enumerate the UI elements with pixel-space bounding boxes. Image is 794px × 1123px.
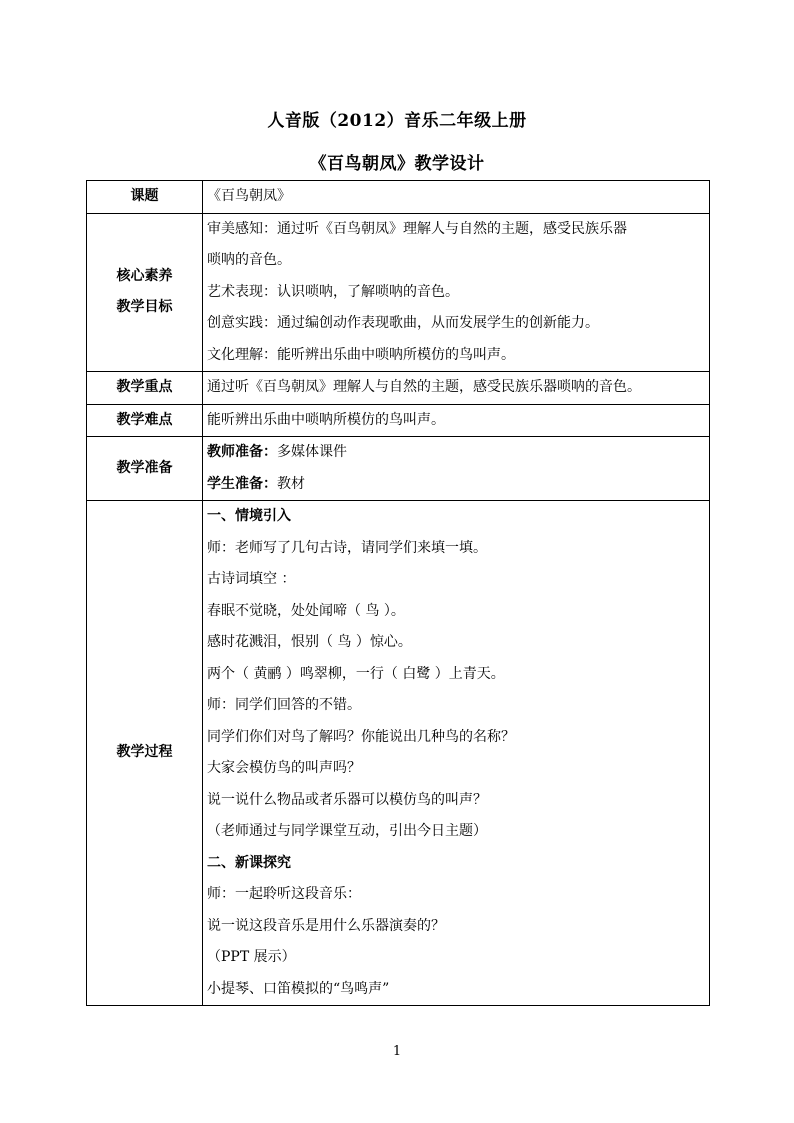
objectives-label bbox=[87, 213, 203, 372]
topic-value-cell bbox=[203, 181, 710, 214]
process-line: 师：同学们回答的不错。 bbox=[207, 697, 361, 713]
process-line: 感时花溅泪，恨别（ 鸟 ）惊心。 bbox=[207, 634, 412, 650]
topic-label: 课题 bbox=[87, 181, 203, 214]
process-line: 师：一起聆听这段音乐： bbox=[207, 886, 361, 902]
student-preparation bbox=[207, 469, 705, 501]
section1-heading: 一、情境引入 bbox=[207, 508, 291, 524]
objective-line: 创意实践：通过编创动作表现歌曲，从而发展学生的创新能力。 bbox=[207, 315, 599, 331]
row-process bbox=[87, 501, 710, 1006]
preparation-cell bbox=[203, 437, 710, 501]
lesson-plan-table bbox=[86, 180, 710, 1006]
objective-line: 审美感知：通过听《百鸟朝凤》理解人与自然的主题，感受民族乐器 bbox=[207, 220, 627, 237]
student-preparation-value: 教材 bbox=[277, 475, 305, 492]
objective-line: 文化理解：能听辨出乐曲中唢呐所模仿的鸟叫声。 bbox=[207, 346, 515, 363]
process-label: 教学过程 bbox=[87, 501, 203, 1006]
row-topic bbox=[87, 181, 710, 214]
key-points-cell bbox=[203, 372, 710, 405]
process-line: 说一说什么物品或者乐器可以模仿鸟的叫声？ bbox=[207, 791, 487, 808]
process-line: 同学们你们对鸟了解吗？你能说出几种鸟的名称？ bbox=[207, 728, 515, 745]
objective-line: 艺术表现：认识唢呐，了解唢呐的音色。 bbox=[207, 283, 459, 300]
page-number: 1 bbox=[392, 1044, 402, 1059]
objectives-cell bbox=[203, 213, 710, 372]
document-title: 人音版（2012）音乐二年级上册 bbox=[267, 111, 527, 131]
topic-value: 《百鸟朝凤》 bbox=[207, 188, 291, 204]
teacher-preparation-label: 教师准备： bbox=[207, 444, 277, 460]
document-subtitle: 《百鸟朝凤》教学设计 bbox=[309, 154, 485, 174]
row-difficulties bbox=[87, 404, 710, 437]
row-key-points bbox=[87, 372, 710, 405]
process-line: 大家会模仿鸟的叫声吗？ bbox=[207, 760, 361, 776]
key-points-label: 教学重点 bbox=[87, 372, 203, 405]
process-line: （PPT 展示） bbox=[207, 949, 296, 965]
process-line: （老师通过与同学课堂互动，引出今日主题） bbox=[207, 823, 487, 839]
difficulties-label: 教学难点 bbox=[87, 404, 203, 437]
objectives-label-line1: 核心素养 bbox=[116, 267, 173, 284]
process-line: 小提琴、口笛模拟的“鸟鸣声” bbox=[207, 980, 390, 997]
difficulties-cell bbox=[203, 404, 710, 437]
teacher-preparation-value: 多媒体课件 bbox=[277, 444, 347, 460]
key-points-value: 通过听《百鸟朝凤》理解人与自然的主题，感受民族乐器唢呐的音色。 bbox=[207, 379, 641, 395]
objectives-label-line2: 教学目标 bbox=[116, 299, 173, 316]
process-cell bbox=[203, 501, 710, 1006]
objective-line: 唢呐的音色。 bbox=[207, 252, 291, 268]
student-preparation-label: 学生准备： bbox=[207, 475, 277, 492]
teacher-preparation bbox=[207, 437, 705, 469]
section2-heading: 二、新课探究 bbox=[207, 854, 291, 871]
preparation-label: 教学准备 bbox=[87, 437, 203, 501]
difficulties-value: 能听辨出乐曲中唢呐所模仿的鸟叫声。 bbox=[207, 411, 445, 428]
process-line: 师：老师写了几句古诗，请同学们来填一填。 bbox=[207, 539, 487, 556]
row-objectives bbox=[87, 213, 710, 372]
process-line: 古诗词填空 ： bbox=[207, 571, 296, 587]
row-preparation bbox=[87, 437, 710, 501]
process-line: 两个（ 黄鹂 ）鸣翠柳，一行（ 白鹭 ）上青天。 bbox=[207, 665, 505, 682]
process-line: 春眠不觉晓，处处闻啼（ 鸟 ）。 bbox=[207, 602, 405, 619]
process-line: 说一说这段音乐是用什么乐器演奏的？ bbox=[207, 917, 445, 934]
